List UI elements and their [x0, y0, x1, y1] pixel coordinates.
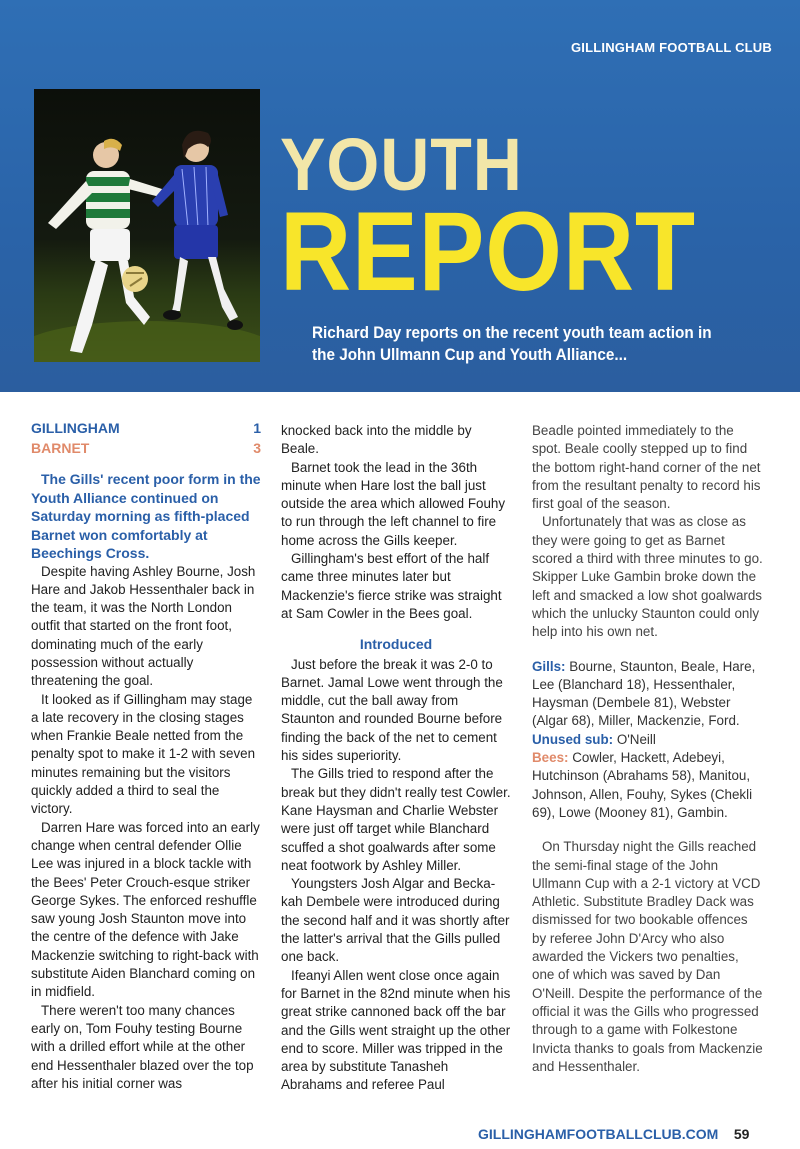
player-right-figure: [152, 131, 243, 330]
bees-lineup: [532, 749, 764, 822]
article-column-3: [532, 422, 764, 1076]
bees-lineup-text: Cowler, Hackett, Adebeyi, Hutchinson (Abrahams 58), Manitou, Johnson, Allen, Fouhy, Sykes (Chekli 69), Lowe (Mooney 81), Gambin.: [532, 750, 753, 820]
article-column-1: [31, 418, 261, 1093]
title-report: REPORT: [280, 189, 696, 314]
paragraph: Beadle pointed immediately to the spot. Beale coolly stepped up to find the bottom right-hand corner of the net from the resultant penalty to record his first goal of the season.: [532, 423, 761, 512]
subheading: Introduced: [359, 636, 433, 653]
paragraph: Ifeanyi Allen went close once again for Barnet in the 82nd minute when his great strike cannoned back off the bar and the Gills went straight up the other end to score. Miller was tripped in the area by substitute Tanasheh Abrahams and referee Paul: [281, 967, 511, 1093]
score-row-home: [31, 418, 261, 438]
paragraph: There weren't too many chances early on, Tom Fouhy testing Bourne with a drilled effort while at the other end Hessenthaler blazed over the top after his initial corner was: [31, 1002, 254, 1091]
paragraph: Barnet took the lead in the 36th minute when Hare lost the ball just outside the area which allowed Fouhy to run through the left channel to fire home across the Gills keeper.: [281, 459, 506, 548]
page-footer: [478, 1126, 749, 1142]
gills-lineup: [532, 658, 764, 731]
footer-url: GILLINGHAMFOOTBALLCLUB.COM: [478, 1126, 719, 1142]
paragraph: Despite having Ashley Bourne, Josh Hare and Jakob Hessenthaler back in the team, it was the North London outfit that started on the front foot, dominating much of the early possession without actually threatening the goal.: [31, 563, 256, 689]
paragraph: Darren Hare was forced into an early change when central defender Ollie Lee was injured in a block tackle with the Bees' Peter Crouch-esque striker George Sykes. The enforced reshuffle saw young Josh Staunton move into the centre of the defence with Jake Mackenzie switching to right-back with substitute Aiden Blanchard coming on in midfield.: [31, 819, 260, 1000]
unused-sub-text: O'Neill: [613, 731, 656, 747]
paragraph: Just before the break it was 2-0 to Barnet. Jamal Lowe went through the middle, cut the ball away from Staunton and rounded Bourne before finding the back of the net to cement his sides superiority.: [281, 656, 503, 764]
gills-lineup-label: Gills:: [532, 658, 566, 674]
page-number: 59: [733, 1126, 750, 1142]
paragraph: It looked as if Gillingham may stage a late recovery in the closing stages when Frankie Beale netted from the penalty spot to make it 1-2 with seven minutes remaining but the visitors quickly added a third to seal the victory.: [31, 691, 256, 817]
unused-sub: [532, 731, 764, 749]
player-left-figure: [48, 139, 162, 353]
article-column-2: [281, 422, 511, 1095]
club-name: GILLINGHAM FOOTBALL CLUB: [571, 40, 772, 55]
article-intro: Richard Day reports on the recent youth team action in the John Ullmann Cup and Youth Alliance...: [312, 323, 712, 364]
gills-lineup-text: Bourne, Staunton, Beale, Hare, Lee (Blanchard 18), Hessenthaler, Haysman (Dembele 81), Webster (Algar 68), Miller, Mackenzie, Ford.: [532, 658, 756, 729]
paragraph: knocked back into the middle by Beale.: [281, 423, 472, 457]
away-team: BARNET: [31, 440, 90, 456]
header-banner: [0, 0, 800, 392]
home-team: GILLINGHAM: [31, 420, 120, 436]
paragraph: Unfortunately that was as close as they were going to get as Barnet scored a third with three minutes to go. Skipper Luke Gambin broke down the left and smacked a low shot goalwards which the unlucky Staunton could only help into his own net.: [532, 514, 763, 640]
paragraph: Youngsters Josh Algar and Becka-kah Dembele were introduced during the second half and it was shortly after the latter's arrival that the Gills pulled one back.: [281, 876, 510, 965]
article-lead: The Gills' recent poor form in the Youth Alliance continued on Saturday morning as fifth-placed Barnet won comfortably at Beechings Cross.: [31, 471, 261, 561]
paragraph: Gillingham's best effort of the half came three minutes later but Mackenzie's fierce strike was straight at Sam Cowler in the Bees goal.: [281, 551, 502, 621]
unused-sub-label: Unused sub:: [532, 731, 614, 747]
home-score: 1: [253, 420, 261, 436]
score-row-away: [31, 438, 261, 458]
away-score: 3: [253, 440, 261, 456]
match-photo: [34, 89, 260, 362]
paragraph: The Gills tried to respond after the break but they didn't really test Cowler. Kane Haysman and Charlie Webster were just off target while Blanchard scuffed a shot goalwards after some neat footwork by Ashley Miller.: [281, 766, 511, 873]
cup-paragraph: On Thursday night the Gills reached the semi-final stage of the John Ullmann Cup with a 2-1 victory at VCD Athletic. Substitute Bradley Dack was dismissed for two bookable offences by referee John D'Arcy who also awarded the Vickers two penalties, one of which was saved by Dan O'Neill. Despite the performance of the official it was the Gills who progressed through to a game with Folkestone Invicta thanks to goals from Mackenzie and Hessenthaler.: [532, 839, 763, 1074]
title-youth: YOUTH: [280, 123, 523, 206]
bees-lineup-label: Bees:: [532, 750, 569, 766]
